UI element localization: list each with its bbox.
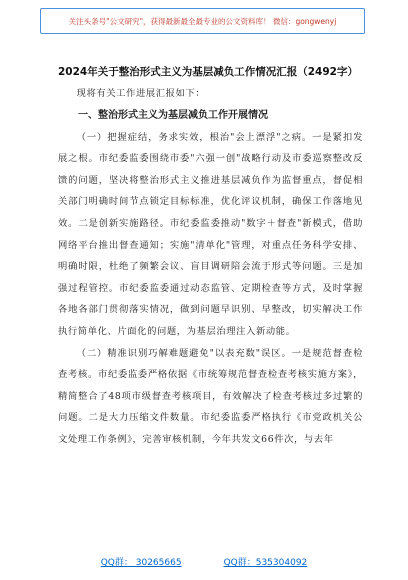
document-body (58, 62, 363, 451)
document-title: 2024年关于整治形式主义为基层减负工作情况汇报（2492字） (58, 66, 358, 78)
section-heading: 一、整治形式主义为基层减负工作开展情况 (78, 109, 268, 121)
paragraph-1: （一）把握症结，务求实效，根治"会上漂浮"之病。一是紧扣发展之根。市纪委监委围绕市委"六强一创"战略行动及市委巡察整改反馈的问题，坚决将整治形式主义推进基层减负作为监督重点，督促相关部门明确时间节点锁定目标标准，优化评议机制，确保工作落地见效。二是创新实施路径。市纪委监委推动"数字＋督查"新模式，借助网络平台推出督查通知；实施"清单化"管理，对重点任务科学安排、明确时限，杜绝了频繁会议、盲目调研陪会流于形式等问题。三是加强过程管控。市纪委监委通过动态监管、定期检查等方式，及时掌握各地各部门贯彻落实情况，做到问题早识别、早整改，切实解决工作执行简单化、片面化的问题，为基层治理注入新动能。 (58, 131, 363, 337)
intro-paragraph: 现将有关工作进展汇报如下： (76, 88, 206, 99)
qq-group-link-2[interactable]: QQ群：535304092 (223, 558, 308, 568)
paragraph-2: （二）精准识别巧解难题避免"以表充数"误区。一是规范督查检查考核。市纪委监委严格依据《市统筹规范督查检查考核实施方案》，精简整合了48项市级督查考核项目，有效解决了检查考核过多过繁的问题。二是大力压缩文件数量。市纪委监委严格执行《市党政机关公文处理工作条例》，完善审核机制，今年共发文66件次，与去年 (58, 347, 363, 445)
qq-group-link-1[interactable]: QQ群： 30265665 (100, 558, 182, 568)
top-banner: 关注头条号"公文研究"，获得最新最全最专业的公文资料库！ 微信：gongwenyj (40, 8, 365, 34)
footer-links (0, 555, 408, 568)
